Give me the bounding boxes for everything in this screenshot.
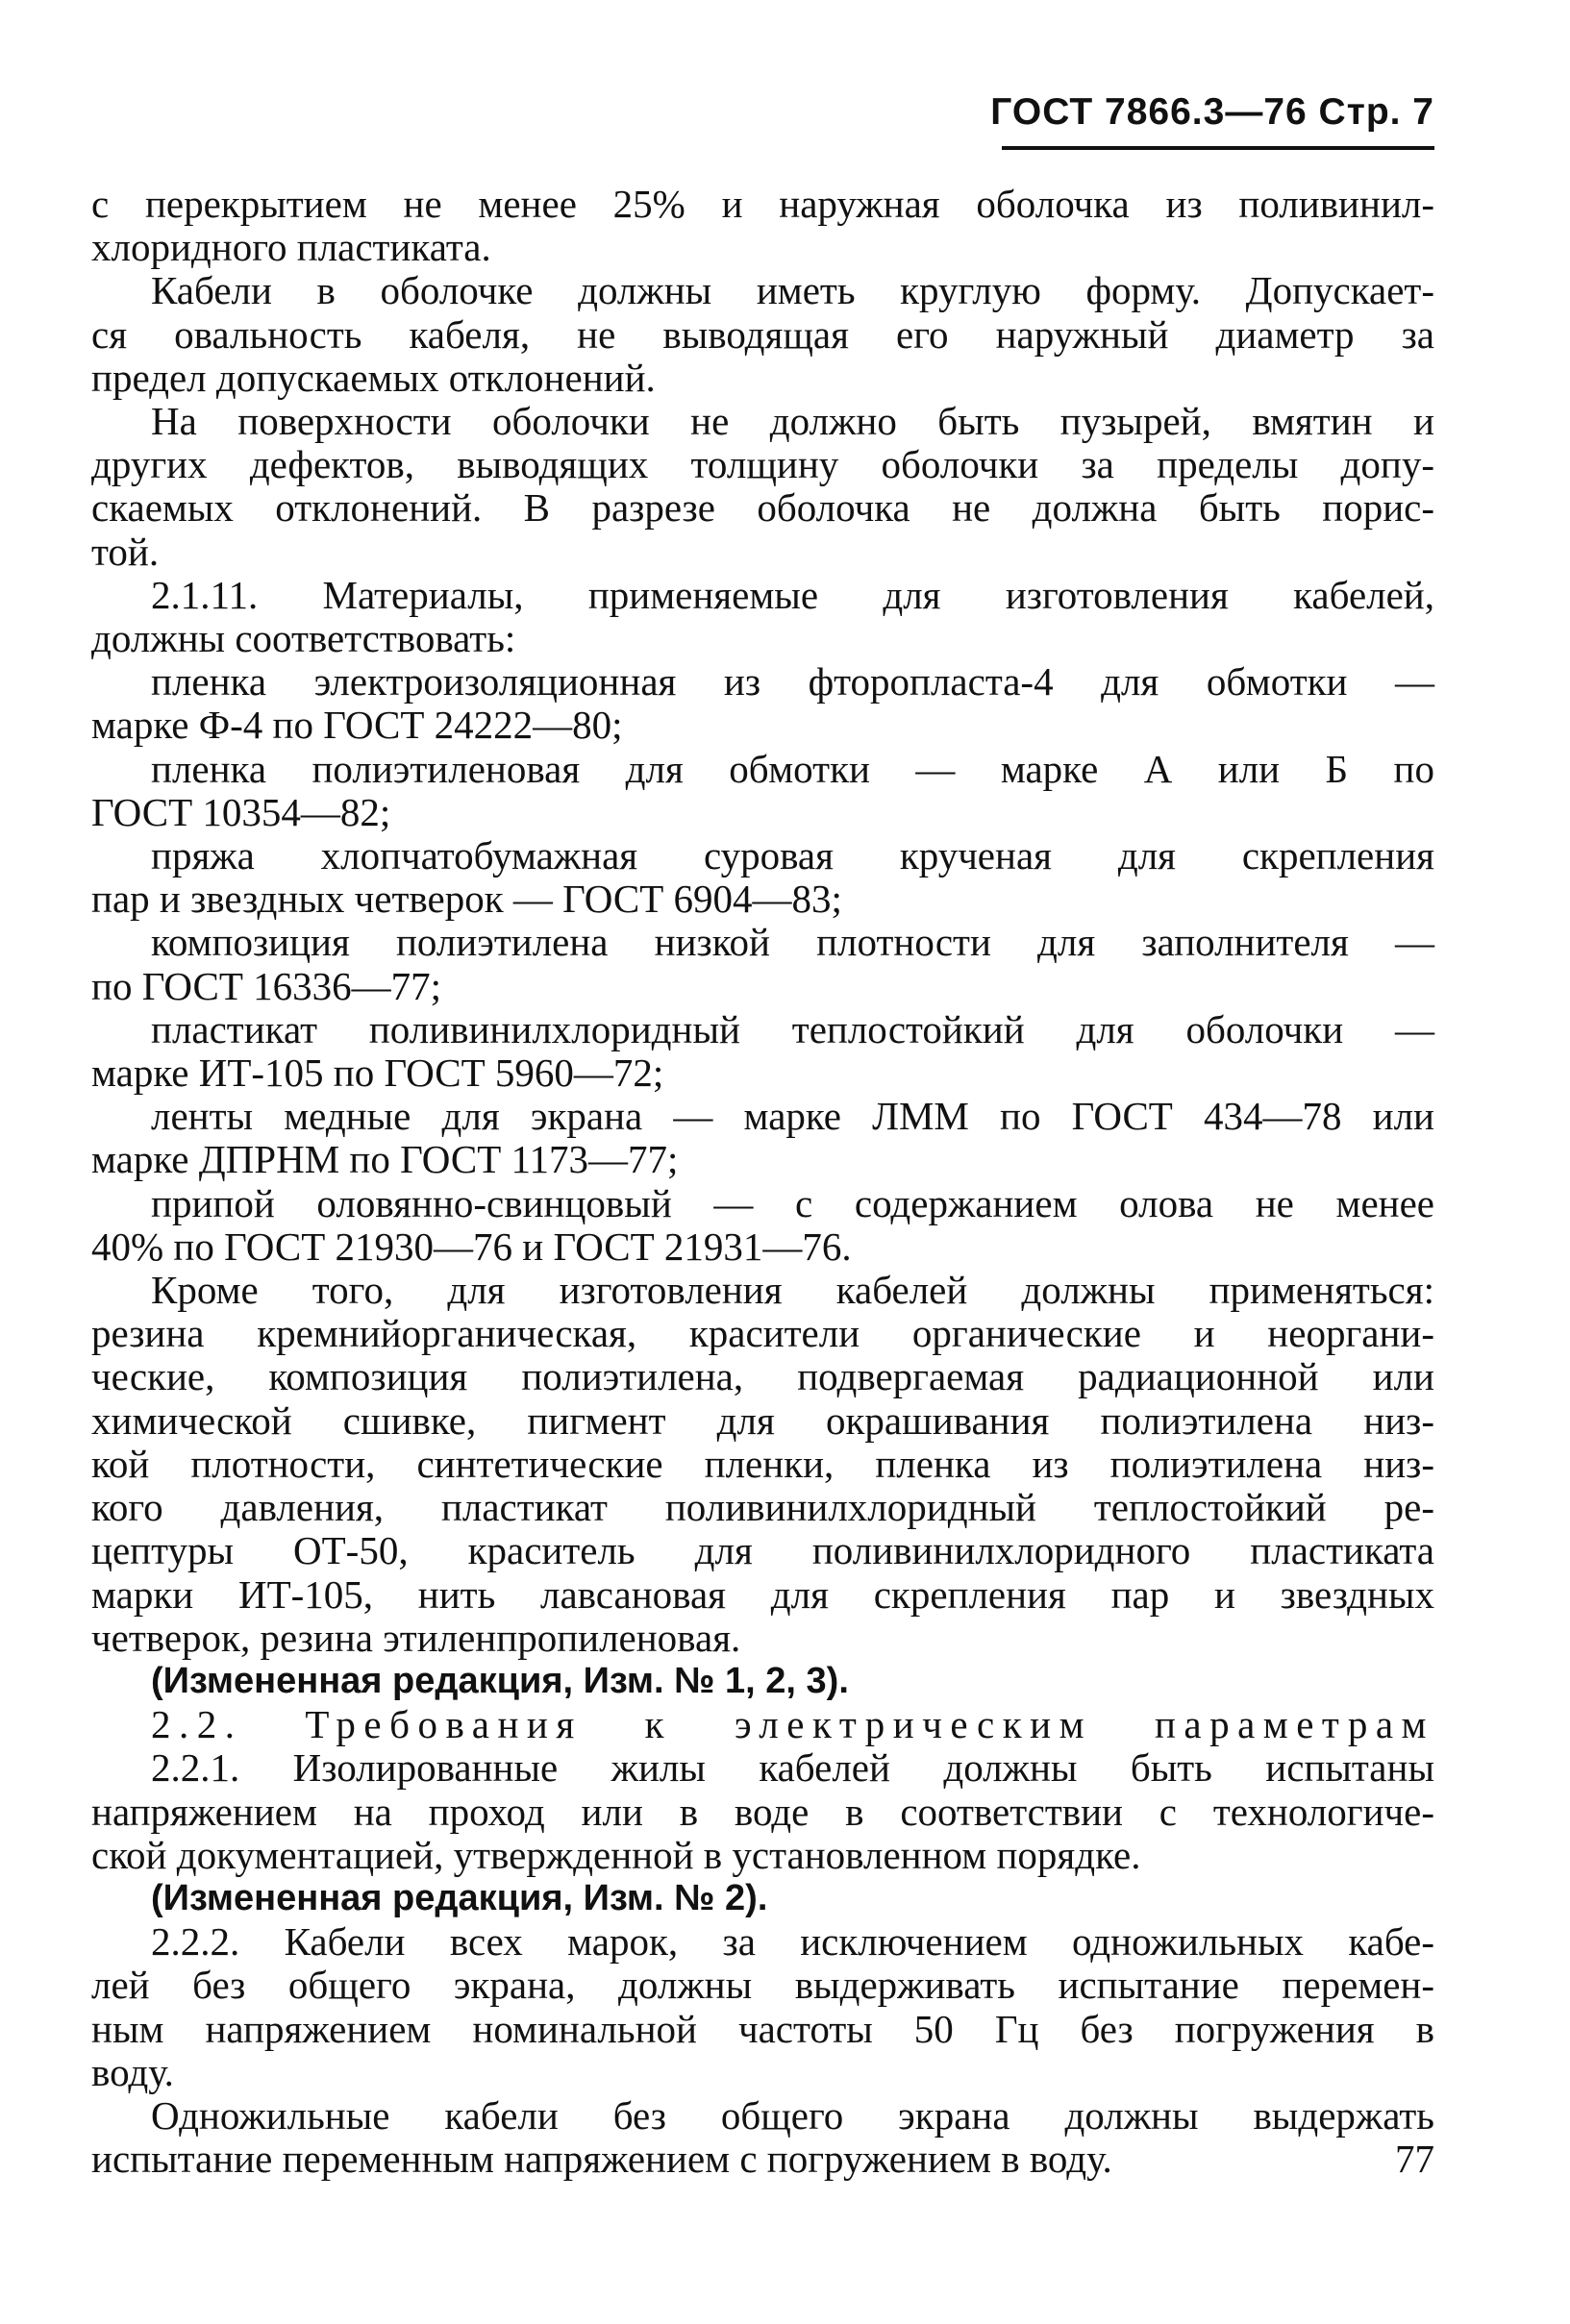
page-number: 77 (1395, 2137, 1434, 2181)
text-line: композиция полиэтилена низкой плотности для заполнителя — (151, 920, 1434, 965)
text-line: марке Ф-4 по ГОСТ 24222—80; (91, 703, 623, 748)
text-line: ся овальность кабеля, не выводящая его наружный диаметр за (91, 311, 1434, 357)
page-header: ГОСТ 7866.3—76 Стр. 7 (990, 91, 1434, 133)
header-rule (1002, 146, 1434, 150)
text-line: напряжением на проход или в воде в соответствии с технологиче- (91, 1789, 1434, 1834)
text-line: цептуры ОТ-50, краситель для поливинилхлоридного пластиката (91, 1528, 1434, 1573)
text-line: пряжа хлопчатобумажная суровая крученая для скрепления (151, 833, 1434, 878)
text-line: испытание переменным напряжением с погружением в воду. (91, 2137, 1112, 2182)
text-line: той. (91, 529, 160, 574)
text-line: пленка полиэтиленовая для обмотки — марке А или Б по (151, 746, 1434, 791)
text-line: предел допускаемых отклонений. (91, 355, 656, 400)
text-line: резина кремнийорганическая, красители органические и неоргани- (91, 1311, 1434, 1356)
text-line: ской документацией, утвержденной в установленном порядке. (91, 1832, 1141, 1877)
text-line: должны соответствовать: (91, 616, 516, 661)
text-line: припой оловянно-свинцовый — с содержанием олова не менее (151, 1180, 1434, 1225)
text-line: кой плотности, синтетические пленки, пленка из полиэтилена низ- (91, 1441, 1434, 1486)
text-line: (Измененная редакция, Изм. № 1, 2, 3). (151, 1660, 849, 1701)
text-line: пар и звездных четверок — ГОСТ 6904—83; (91, 877, 842, 922)
text-line: хлоридного пластиката. (91, 225, 491, 270)
text-line: На поверхности оболочки не должно быть пузырей, вмятин и (151, 399, 1434, 444)
text-line: (Измененная редакция, Изм. № 2). (151, 1877, 768, 1918)
document-page (91, 0, 1434, 2324)
text-line: Кабели в оболочке должны иметь круглую форму. Допускает- (151, 268, 1434, 313)
text-line: марки ИТ-105, нить лавсановая для скрепления пар и звездных (91, 1571, 1434, 1617)
text-line: четверок, резина этиленпропиленовая. (91, 1615, 741, 1660)
text-line: ческие, композиция полиэтилена, подвергаемая радиационной или (91, 1354, 1434, 1399)
text-line: 2.2. Требования к электрическим параметрам (151, 1702, 1434, 1747)
text-line: химической сшивке, пигмент для окрашивания полиэтилена низ- (91, 1397, 1434, 1443)
text-line: кого давления, пластикат поливинилхлоридный теплостойкий ре- (91, 1485, 1434, 1530)
text-line: 2.2.1. Изолированные жилы кабелей должны быть испытаны (151, 1745, 1434, 1791)
text-line: 2.2.2. Кабели всех марок, за исключением одножильных кабе- (151, 1919, 1434, 1965)
text-line: пластикат поливинилхлоридный теплостойкий для оболочки — (151, 1006, 1434, 1051)
document-body (91, 183, 1434, 2181)
text-line: марке ИТ-105 по ГОСТ 5960—72; (91, 1051, 664, 1096)
text-line: Одножильные кабели без общего экрана должны выдержать (151, 2092, 1434, 2138)
text-line: марке ДПРНМ по ГОСТ 1173—77; (91, 1137, 679, 1182)
text-line: пленка электроизоляционная из фторопласта-4 для обмотки — (151, 659, 1434, 705)
text-line: воду. (91, 2049, 174, 2094)
text-line: 40% по ГОСТ 21930—76 и ГОСТ 21931—76. (91, 1224, 852, 1269)
text-line: Кроме того, для изготовления кабелей должны применяться: (151, 1268, 1434, 1313)
text-line: ГОСТ 10354—82; (91, 789, 391, 834)
text-line: 2.1.11. Материалы, применяемые для изготовления кабелей, (151, 572, 1434, 617)
text-line: лей без общего экрана, должны выдерживать испытание перемен- (91, 1963, 1434, 2008)
text-line: скаемых отклонений. В разрезе оболочка не должна быть порис- (91, 485, 1434, 531)
text-line: других дефектов, выводящих толщину оболочки за пределы допу- (91, 442, 1434, 487)
text-line: ным напряжением номинальной частоты 50 Гц без погружения в (91, 2006, 1434, 2051)
text-line: ленты медные для экрана — марке ЛММ по ГОСТ 434—78 или (151, 1094, 1434, 1139)
text-line: по ГОСТ 16336—77; (91, 963, 442, 1008)
text-line: с перекрытием не менее 25% и наружная оболочка из поливинил- (91, 182, 1434, 226)
